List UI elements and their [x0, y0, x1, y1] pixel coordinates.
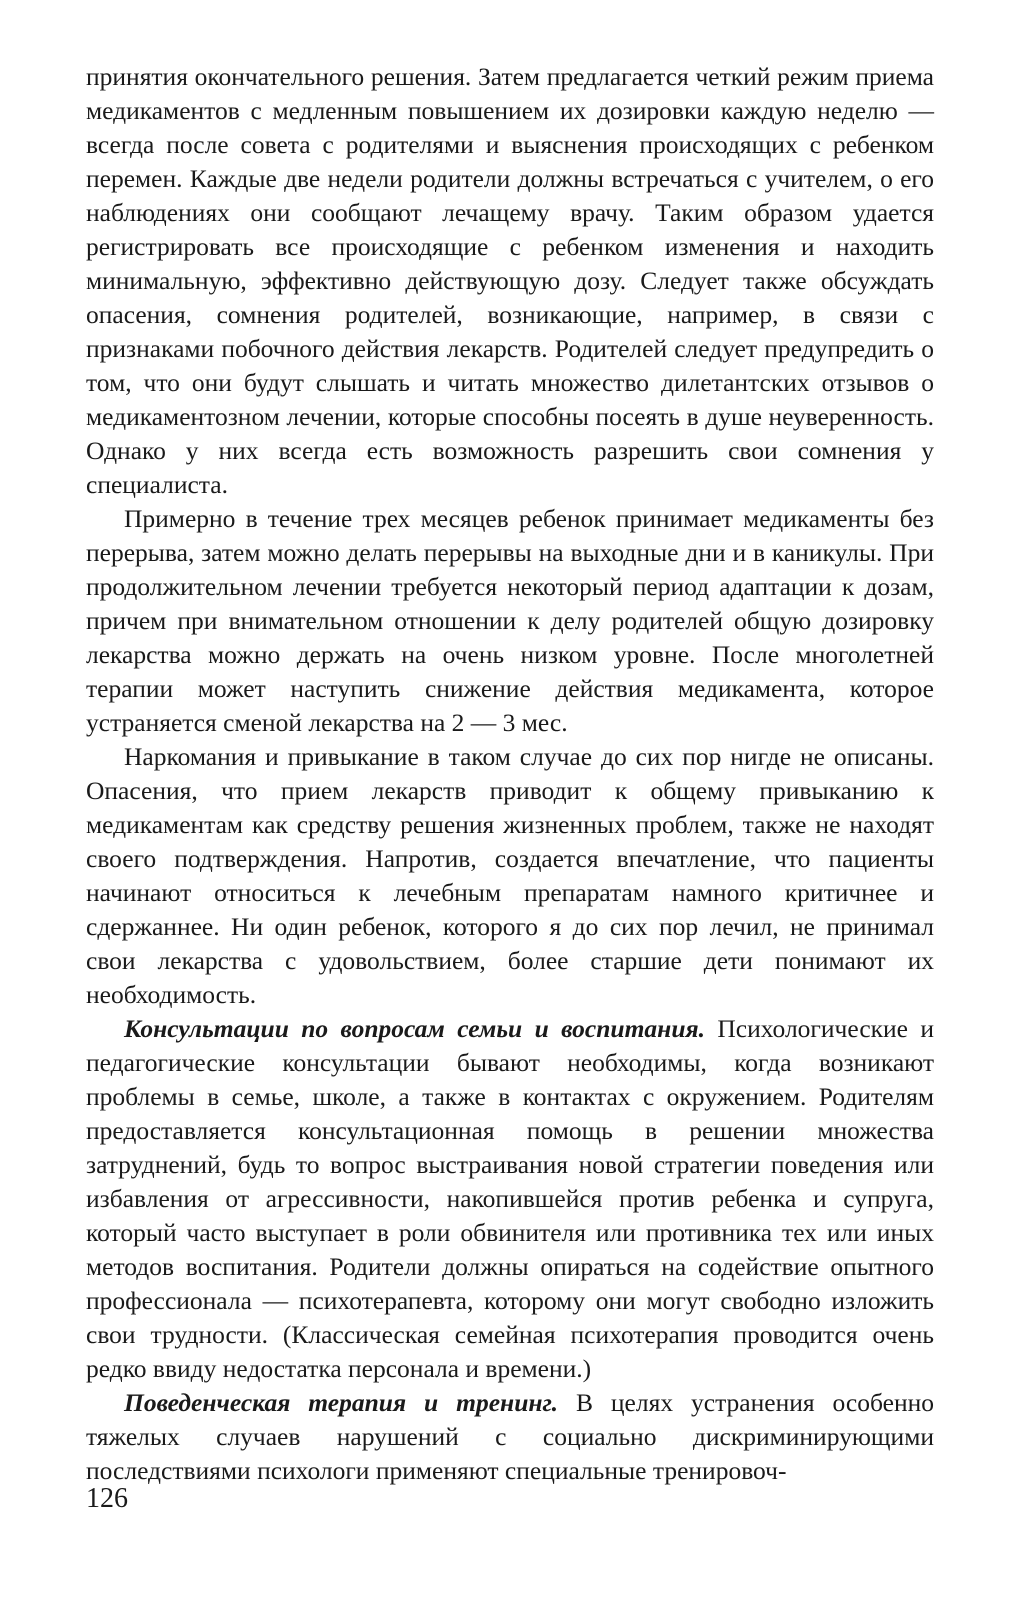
paragraph-4	[86, 1012, 934, 1386]
page-number: 126	[86, 1483, 128, 1514]
paragraph-1-text: принятия окончательного решения. Затем предлагается четкий режим приема медикаментов с медленным повышением их дозировки каждую неделю — всегда после совета с родителями и выяснения происходящих с ребенком перемен. Каждые две недели родители должны встречаться с учителем, о его наблюдениях они сообщают лечащему врачу. Таким образом удается регистрировать все происходящие с ребенком изменения и находить минимальную, эффективно действующую дозу. Следует также обсуждать опасения, сомнения родителей, возникающие, например, в связи с признаками побочного действия лекарств. Родителей следует предупредить о том, что они будут слышать и читать множество дилетантских отзывов о медикаментозном лечении, которые способны посеять в душе неуверенность. Однако у них всегда есть возможность разрешить свои сомнения у специалиста.	[86, 62, 934, 499]
paragraph-5-text: В целях устранения особенно тяжелых случаев нарушений с социально дискриминирующими последствиями психологи применяют специальные тренировоч-	[86, 1388, 934, 1485]
section-heading-behavioral-therapy: Поведенческая терапия и тренинг.	[124, 1388, 559, 1417]
paragraph-3-text: Наркомания и привыкание в таком случае до сих пор нигде не описаны. Опасения, что прием лекарств приводит к общему привыканию к медикаментам как средству решения жизненных проблем, также не находят своего подтверждения. Напротив, создается впечатление, что пациенты начинают относиться к лечебным препаратам намного критичнее и сдержаннее. Ни один ребенок, которого я до сих пор лечил, не принимал свои лекарства с удовольствием, более старшие дети понимают их необходимость.	[86, 742, 934, 1009]
paragraph-2	[86, 502, 934, 740]
paragraph-4-text: Психологические и педагогические консультации бывают необходимы, когда возникают проблемы в семье, школе, а также в контактах с окружением. Родителям предоставляется консультационная помощь в решении множества затруднений, будь то вопрос выстраивания новой стратегии поведения или избавления от агрессивности, накопившейся против ребенка и супруга, который часто выступает в роли обвинителя или противника тех или иных методов воспитания. Родители должны опираться на содействие опытного профессионала — психотерапевта, которому они могут свободно изложить свои трудности. (Классическая семейная психотерапия проводится очень редко ввиду недостатка персонала и времени.)	[86, 1014, 934, 1383]
paragraph-3	[86, 740, 934, 1012]
paragraph-5	[86, 1386, 934, 1488]
paragraph-2-text: Примерно в течение трех месяцев ребенок принимает медикаменты без перерыва, затем можно делать перерывы на выходные дни и в каникулы. При продолжительном лечении требуется некоторый период адаптации к дозам, причем при внимательном отношении к делу родителей общую дозировку лекарства можно держать на очень низком уровне. После многолетней терапии может наступить снижение действия медикамента, которое устраняется сменой лекарства на 2 — 3 мес.	[86, 504, 934, 737]
paragraph-1	[86, 60, 934, 502]
section-heading-consultations: Консультации по вопросам семьи и воспитания.	[124, 1014, 706, 1043]
page-body	[86, 60, 934, 1488]
